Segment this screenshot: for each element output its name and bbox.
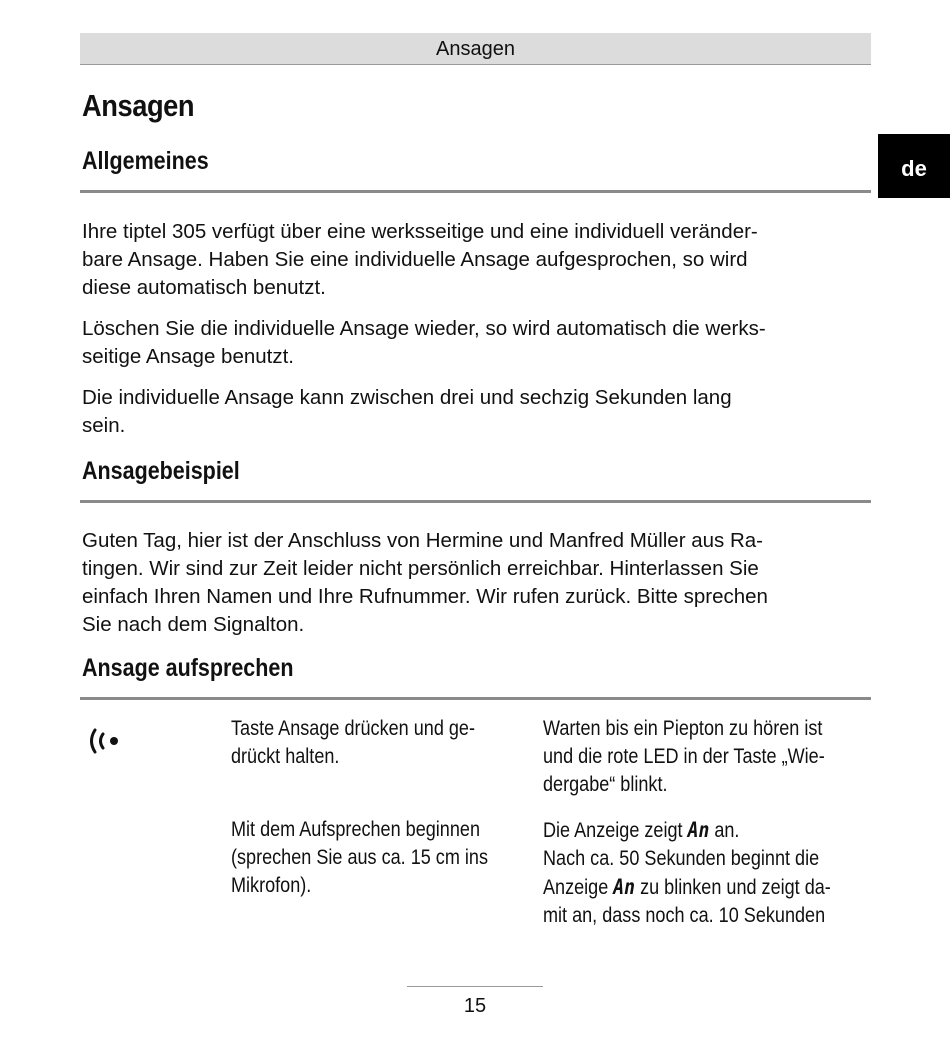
- paragraph-duration: [82, 384, 872, 440]
- text-line: [543, 873, 870, 902]
- text-line: Löschen Sie die individuelle Ansage wieder, so wird automatisch die werks-: [82, 317, 766, 340]
- text-line: seitige Ansage benutzt.: [82, 345, 294, 368]
- text-line: Mit dem Aufsprechen beginnen: [231, 818, 480, 841]
- text-line: Sie nach dem Signalton.: [82, 613, 305, 636]
- section-heading-ansage-aufsprechen: Ansage aufsprechen: [82, 654, 294, 682]
- text-fragment: Anzeige: [543, 876, 614, 899]
- section-rule: [80, 500, 871, 503]
- text-line: Nach ca. 50 Sekunden beginnt die: [543, 847, 820, 870]
- text-line: sein.: [82, 414, 126, 437]
- step-2-result: [543, 816, 870, 930]
- text-line: drückt halten.: [231, 745, 340, 768]
- step-1-action: [231, 715, 515, 771]
- text-line: mit an, dass noch ca. 10 Sekunden: [543, 904, 826, 927]
- text-line: Guten Tag, hier ist der Anschluss von Hermine und Manfred Müller aus Ra-: [82, 529, 764, 552]
- text-line: diese automatisch benutzt.: [82, 276, 326, 299]
- section-rule: [80, 697, 871, 700]
- paragraph-example: [82, 527, 872, 639]
- step-1-result: [543, 715, 870, 799]
- step-2-action: [231, 816, 523, 900]
- text-line: einfach Ihren Namen und Ihre Rufnummer. Wir rufen zurück. Bitte sprechen: [82, 585, 768, 608]
- text-fragment: zu blinken und zeigt da-: [635, 876, 831, 899]
- section-rule: [80, 190, 871, 193]
- sound-wave-icon: [86, 726, 126, 756]
- text-line: dergabe“ blinkt.: [543, 773, 668, 796]
- text-line: tingen. Wir sind zur Zeit leider nicht persönlich erreichbar. Hinterlassen Sie: [82, 557, 759, 580]
- text-line: Warten bis ein Piepton zu hören ist: [543, 717, 823, 740]
- display-code: An: [613, 875, 636, 899]
- text-line: [543, 816, 870, 845]
- text-line: Taste Ansage drücken und ge-: [231, 717, 475, 740]
- text-line: Ihre tiptel 305 verfügt über eine werksseitige und eine individuell veränder-: [82, 220, 758, 243]
- section-heading-allgemeines: Allgemeines: [82, 147, 209, 175]
- section-heading-ansagebeispiel: Ansagebeispiel: [82, 457, 240, 485]
- text-line: (sprechen Sie aus ca. 15 cm ins: [231, 846, 488, 869]
- paragraph-delete: [82, 315, 872, 371]
- page-number: 15: [463, 995, 487, 1017]
- language-tab: de: [878, 134, 950, 198]
- display-code: An: [687, 818, 710, 842]
- paragraph-intro: [82, 218, 872, 302]
- text-line: Mikrofon).: [231, 874, 312, 897]
- text-fragment: Die Anzeige zeigt: [543, 819, 688, 842]
- running-header: [80, 33, 871, 65]
- text-fragment: an.: [709, 819, 740, 842]
- text-line: Die individuelle Ansage kann zwischen drei und sechzig Sekunden lang: [82, 386, 732, 409]
- page-title: Ansagen: [82, 88, 195, 123]
- running-header-title: Ansagen: [436, 38, 515, 60]
- footer-rule: [407, 986, 543, 987]
- text-line: bare Ansage. Haben Sie eine individuelle Ansage aufgesprochen, so wird: [82, 248, 748, 271]
- text-line: und die rote LED in der Taste „Wie-: [543, 745, 825, 768]
